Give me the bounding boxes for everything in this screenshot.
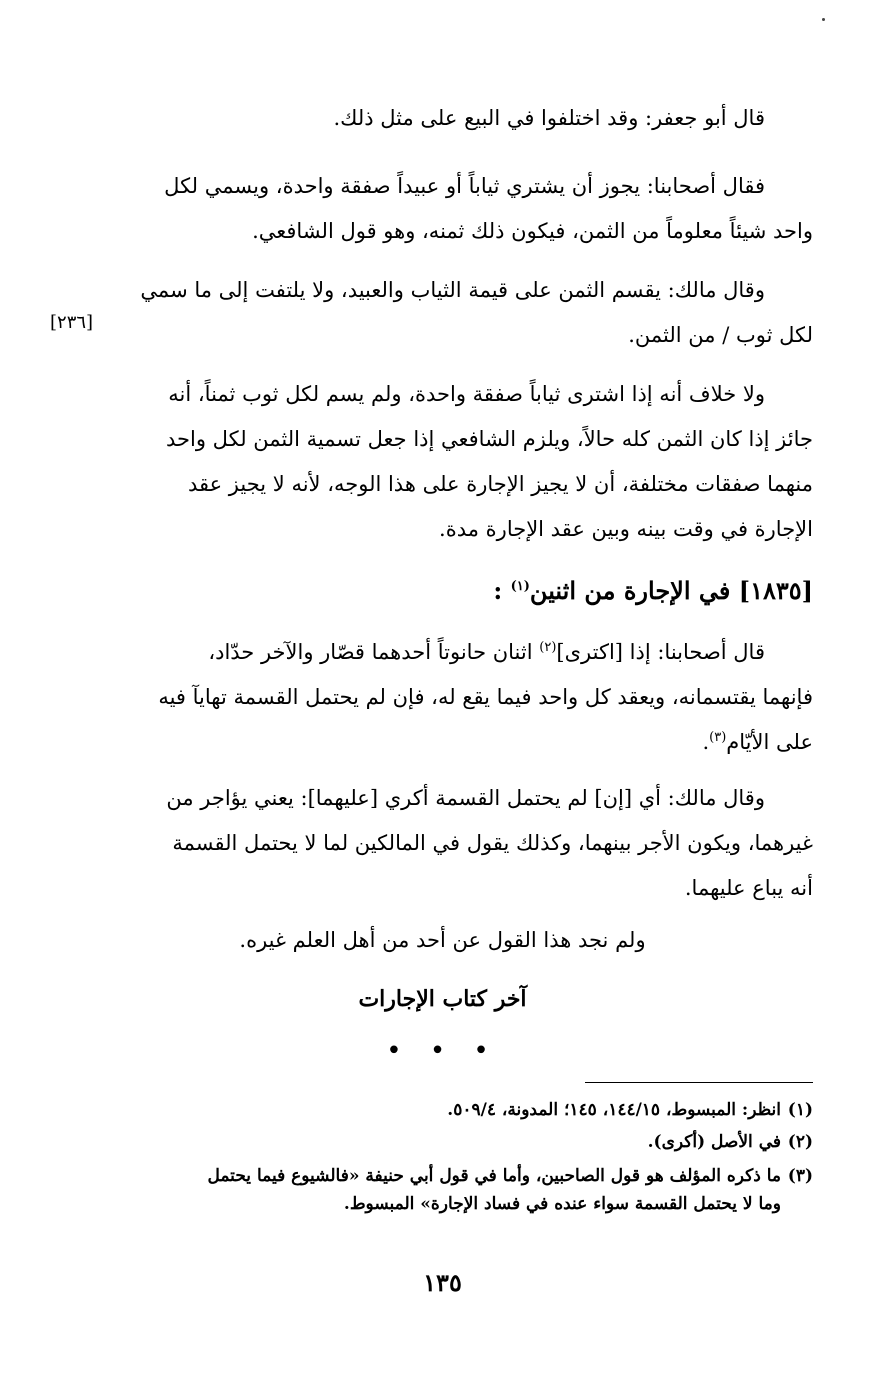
scan-speck: [822, 18, 825, 21]
text-line: قال أبو جعفر: وقد اختلفوا في البيع على مثل ذلك.: [333, 106, 765, 130]
footnote-2: [68, 1128, 813, 1156]
footnote-marker: (٣): [709, 730, 727, 745]
text-line: وقال مالك: يقسم الثمن على قيمة الثياب والعبيد، ولا يلتفت إلى ما سمي: [140, 278, 765, 302]
text-line: واحد شيئاً معلوماً من الثمن، فيكون ذلك ثمنه، وهو قول الشافعي.: [252, 219, 813, 243]
page-number: ١٣٥: [423, 1268, 462, 1297]
paragraph-4: [73, 372, 813, 552]
text-line: جائز إذا كان الثمن كله حالاً، ويلزم الشافعي إذا جعل تسمية الثمن لكل واحد: [166, 427, 813, 451]
text-line: فإنهما يقتسمانه، ويعقد كل واحد فيما يقع له، فإن لم يحتمل القسمة تهايآ فيه: [158, 685, 813, 709]
section-title: في الإجارة من اثنين: [529, 576, 731, 605]
text-run: .: [702, 730, 710, 754]
text-line: غيرهما، ويكون الأجر بينهما، وكذلك يقول في المالكين لما لا يحتمل القسمة: [172, 831, 813, 855]
closing-sentence: ولم نجد هذا القول عن أحد من أهل العلم غيره.: [239, 928, 646, 952]
footnote-rule: [585, 1082, 813, 1083]
section-heading: [493, 576, 813, 605]
paragraph-1: [73, 96, 813, 141]
text-line: فقال أصحابنا: يجوز أن يشتري ثياباً أو عبيداً صفقة واحدة، ويسمي لكل: [164, 174, 765, 198]
footnote-number: (٣): [787, 1166, 813, 1186]
footnote-text: انظر: المبسوط، ١٤٤/١٥، ١٤٥؛ المدونة، ٥٠٩/٤.: [447, 1100, 781, 1120]
section-number: [١٨٣٥]: [738, 576, 813, 605]
text-line: [73, 720, 813, 765]
footnote-text: في الأصل (أكرى).: [647, 1132, 781, 1152]
section-divider-dots: • • •: [386, 1036, 499, 1066]
paragraph-6: [73, 776, 813, 911]
text-line: [73, 630, 813, 675]
text-line: لكل ثوب / من الثمن.: [628, 323, 813, 347]
text-run: قال أصحابنا: إذا [اكترى]: [556, 640, 765, 664]
text-run: اثنان حانوتاً أحدهما قصّار والآخر حدّاد،: [208, 640, 540, 664]
text-line: وقال مالك: أي [إن] لم يحتمل القسمة أكري [عليهما]: يعني يؤاجر من: [166, 786, 765, 810]
footnote-1: [68, 1096, 813, 1124]
footnote-3: [68, 1162, 813, 1218]
text-line: الإجارة في وقت بينه وبين عقد الإجارة مدة.: [439, 517, 813, 541]
footnote-marker: (١): [510, 579, 530, 594]
footnote-number: (٢): [787, 1132, 813, 1152]
footnote-text: ما ذكره المؤلف هو قول الصاحبين، وأما في قول أبي حنيفة «فالشيوع فيما يحتمل: [207, 1166, 781, 1186]
text-line: أنه يباع عليهما.: [684, 876, 813, 900]
paragraph-2: [73, 164, 813, 254]
paragraph-3: [73, 268, 813, 358]
footnote-text: وما لا يحتمل القسمة سواء عنده في فساد الإجارة» المبسوط.: [343, 1194, 781, 1214]
text-line: ولا خلاف أنه إذا اشترى ثياباً صفقة واحدة، ولم يسم لكل ثوب ثمناً، أنه: [168, 382, 765, 406]
footnote-marker: (٢): [539, 640, 557, 655]
text-line: منهما صفقات مختلفة، أن لا يجيز الإجارة على هذا الوجه، لأنه لا يجيز عقد: [187, 472, 813, 496]
book-end-title: آخر كتاب الإجارات: [358, 986, 527, 1012]
paragraph-5: [73, 630, 813, 765]
footnote-number: (١): [787, 1100, 813, 1120]
heading-colon: :: [493, 576, 503, 605]
text-run: على الأيّام: [726, 730, 813, 754]
margin-page-reference: [٢٣٦]: [50, 312, 94, 333]
